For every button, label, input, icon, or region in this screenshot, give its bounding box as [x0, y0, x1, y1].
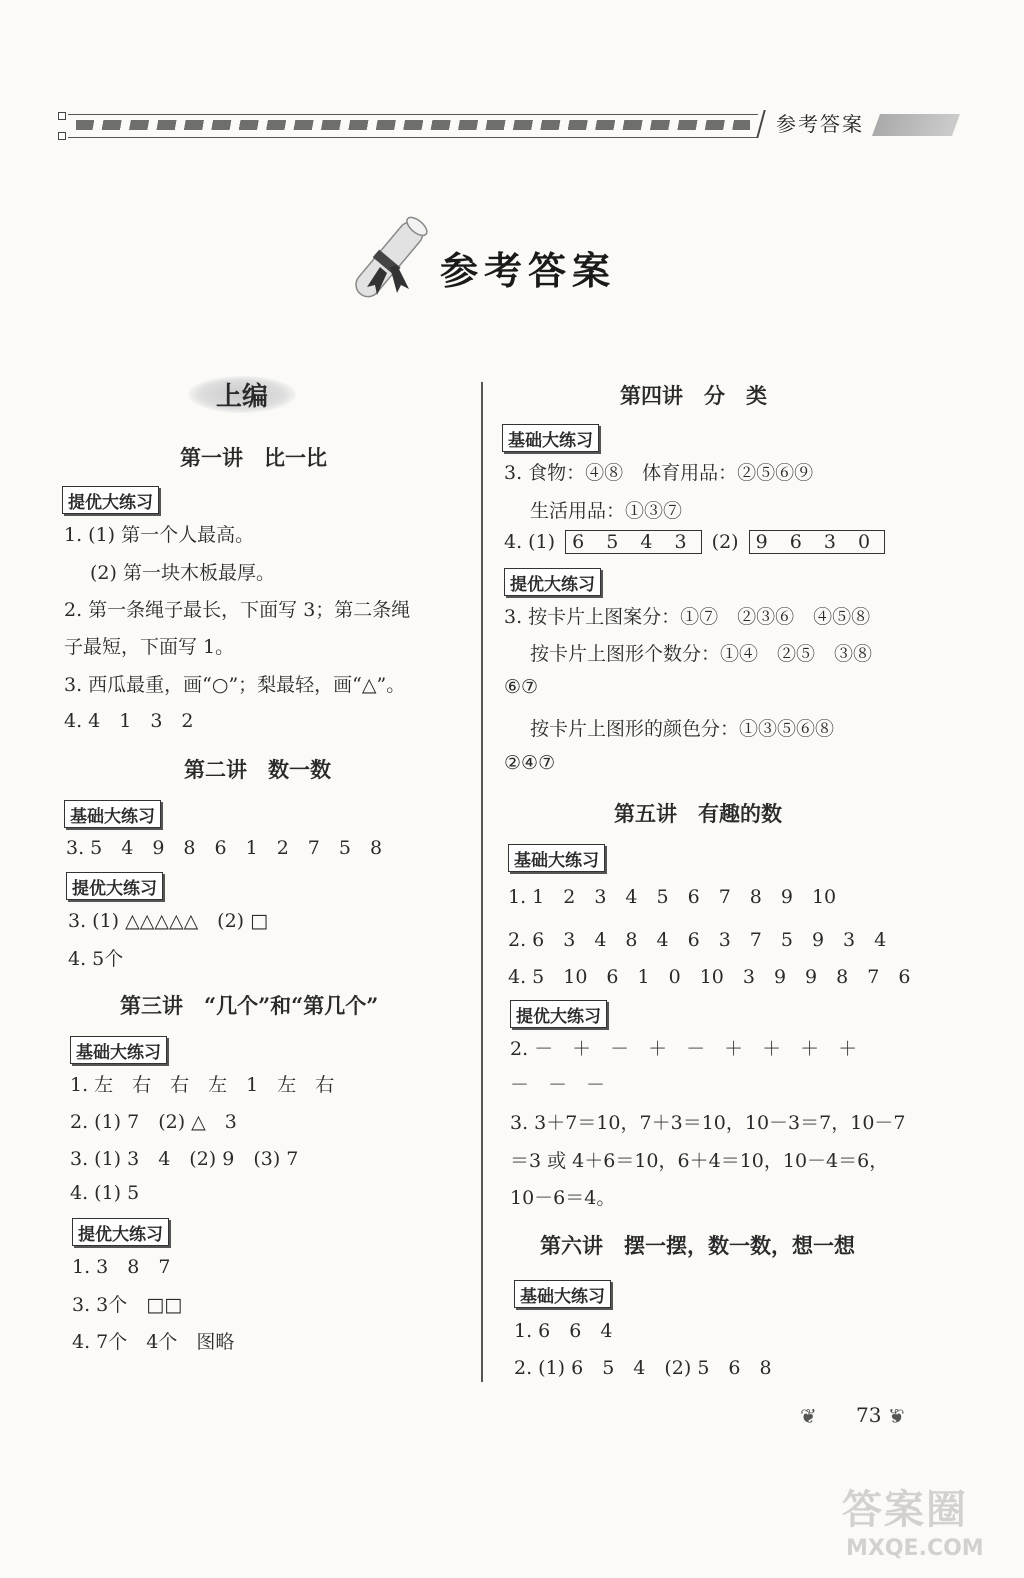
answer-line: 4. 5 10 6 1 0 10 3 9 9 8 7 6 — [508, 966, 911, 988]
answer-line: 3. 3＋7＝10，7＋3＝10，10－3＝7，10－7 — [510, 1112, 906, 1134]
answer-line: ⑥⑦ — [504, 676, 539, 698]
section-title-3: 第三讲 “几个”和“第几个” — [120, 993, 379, 1018]
answer-line: 3. (1) △△△△△ (2) □ — [68, 910, 269, 932]
answer-line: 1. 6 6 4 — [514, 1320, 613, 1342]
answer-line: ②④⑦ — [504, 752, 556, 774]
answer-line: 4. 5个 — [68, 948, 124, 970]
main-title: 参考答案 — [440, 249, 617, 293]
answer-line: 子最短，下面写 1。 — [64, 636, 235, 658]
header-dot-top — [58, 112, 66, 120]
tag-basic-practice: 基础大练习 — [514, 1280, 611, 1308]
answer-line: 按卡片上图形个数分：①④ ②⑤ ③⑧ — [530, 643, 873, 665]
tag-advanced-practice: 提优大练习 — [72, 1218, 169, 1246]
header-stripes — [68, 114, 758, 138]
section-title-2: 第二讲 数一数 — [184, 757, 331, 782]
watermark — [838, 1478, 1018, 1568]
answer-line: 3. 按卡片上图案分：①⑦ ②③⑥ ④⑤⑧ — [504, 606, 871, 628]
tag-basic-practice: 基础大练习 — [64, 800, 161, 828]
answer-line: 1. 1 2 3 4 5 6 7 8 9 10 — [508, 886, 837, 908]
column-divider — [481, 382, 483, 1382]
tag-basic-practice: 基础大练习 — [508, 844, 605, 872]
answer-line: 1. 左 右 右 左 1 左 右 — [70, 1074, 335, 1096]
answer-line-boxes — [504, 530, 889, 554]
answer-line: 1. (1) 第一个人最高。 — [64, 524, 255, 546]
header-tail — [872, 114, 960, 136]
section-title-5: 第五讲 有趣的数 — [614, 801, 782, 826]
answer-line: 4. 4 1 3 2 — [64, 710, 194, 732]
tag-basic-practice: 基础大练习 — [502, 424, 599, 452]
answer-line: 10－6＝4。 — [510, 1187, 616, 1209]
answer-line: 2. (1) 7 (2) △ 3 — [70, 1111, 237, 1133]
scroll-icon — [335, 205, 445, 315]
header-title: 参考答案 — [776, 112, 864, 136]
answer-line: 2. 第一条绳子最长，下面写 3；第二条绳 — [64, 599, 411, 621]
section-title-4: 第四讲 分 类 — [620, 383, 767, 408]
item-number: (2) — [711, 531, 739, 553]
page-number: 73 — [856, 1403, 882, 1427]
answer-line: － － － — [510, 1074, 606, 1096]
header-dot-bottom — [58, 132, 66, 140]
answer-line: 4. (1) 5 — [70, 1182, 140, 1204]
tag-advanced-practice: 提优大练习 — [504, 568, 601, 596]
tag-advanced-practice: 提优大练习 — [66, 872, 163, 900]
number-box-1: 6 5 4 3 — [565, 530, 701, 554]
header-band — [58, 108, 903, 142]
part-title: 上编 — [188, 376, 296, 413]
answer-line: 4. 7个 4个 图略 — [72, 1331, 235, 1353]
watermark-logo-text: 答案圈 — [842, 1487, 968, 1533]
answer-line: 3. 西瓜最重，画“○”；梨最轻，画“△”。 — [64, 674, 406, 696]
tag-advanced-practice: 提优大练习 — [62, 486, 159, 514]
answer-line: 生活用品：①③⑦ — [530, 500, 683, 522]
answer-line: 2. (1) 6 5 4 (2) 5 6 8 — [514, 1357, 772, 1379]
answer-line: 3. 食物：④⑧ 体育用品：②⑤⑥⑨ — [504, 462, 814, 484]
answer-line: (2) 第一块木板最厚。 — [90, 562, 275, 584]
answer-line: 3. 3个 □□ — [72, 1294, 183, 1316]
answer-line: 3. (1) 3 4 (2) 9 (3) 7 — [70, 1148, 299, 1170]
answer-line: ＝3 或 4＋6＝10，6＋4＝10，10－4＝6， — [510, 1150, 889, 1172]
watermark-url: MXQE.COM — [846, 1536, 984, 1561]
section-title-6: 第六讲 摆一摆，数一数，想一想 — [540, 1233, 855, 1258]
tag-basic-practice: 基础大练习 — [70, 1036, 167, 1064]
section-title-1: 第一讲 比一比 — [180, 445, 327, 470]
answer-line: 3. 5 4 9 8 6 1 2 7 5 8 — [66, 837, 383, 859]
answer-line: 1. 3 8 7 — [72, 1256, 171, 1278]
tag-advanced-practice: 提优大练习 — [510, 1000, 607, 1028]
answer-line: 按卡片上图形的颜色分：①③⑤⑥⑧ — [530, 718, 835, 740]
answer-line: 2. 6 3 4 8 4 6 3 7 5 9 3 4 — [508, 929, 887, 951]
number-box-2: 9 6 3 0 — [749, 530, 885, 554]
ornament-right-icon: ❦ — [888, 1404, 905, 1428]
ornament-left-icon: ❦ — [800, 1404, 817, 1428]
answer-line: 2. － ＋ － ＋ － ＋ ＋ ＋ ＋ — [510, 1038, 858, 1060]
item-number: 4. (1) — [504, 531, 556, 553]
